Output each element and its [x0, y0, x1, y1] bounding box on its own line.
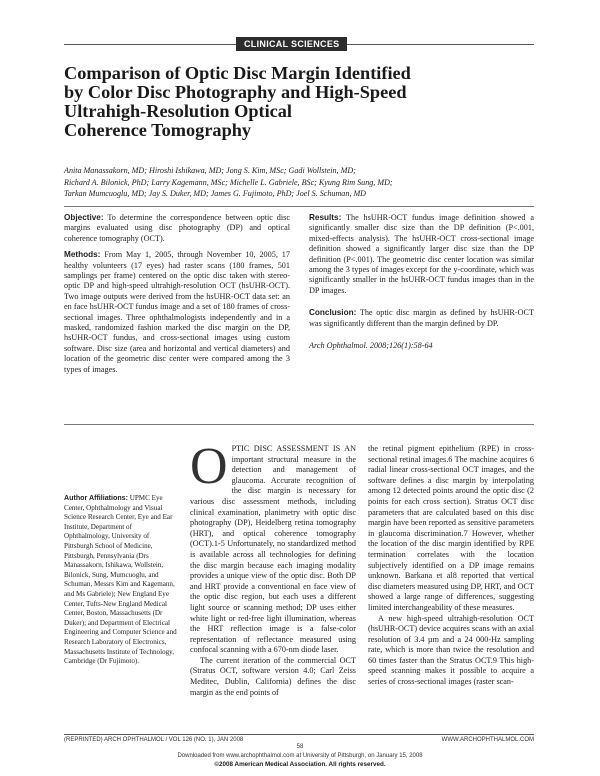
abstract-left-column [64, 213, 290, 381]
conclusion-heading: Conclusion: [309, 308, 357, 318]
body-column-right [368, 444, 534, 688]
objective-paragraph [64, 213, 290, 244]
title-line: Coherence Tomography [64, 120, 252, 140]
drop-cap: O [190, 438, 228, 495]
footer-rule [64, 734, 534, 735]
methods-text: From May 1, 2005, through November 10, 2005, 17 healthy volunteers (17 eyes) had raster scans (180 frames, 501 samplings per frame) centered on the optic disc taken with stereo-optic DP and high-speed ultrahigh-resolution OCT (hsUHR-OCT). Two image outputs were derived from the hsUHR-OCT data set: an en face hsUHR-OCT fundus image and a set of 180 frames of cross-sectional images. Three ophthalmologists independently and in a masked, randomized fashion marked the disc margin on the DP, hsUHR-OCT fundus, and cross-sectional images using custom software. Disc size (area and horizontal and vertical diameters) and location of the geometric disc center were compared among the 3 types of images. [64, 250, 290, 374]
abstract-right-column [309, 213, 534, 357]
journal-url: WWW.ARCHOPHTHALMOL.COM [441, 737, 534, 743]
author-line: Anita Manassakorn, MD; Hiroshi Ishikawa, MD; Jong S. Kim, MSc; Gadi Wollstein, MD; [64, 166, 356, 175]
author-list [64, 165, 534, 200]
affiliations-heading: Author Affiliations: [64, 494, 128, 502]
body-text: important structural measure in the detection and management of glaucoma. Accurate recognition of the disc margin is necessary for various disc assessment methods, including clinical examination, planimetry with optic disc photography (DP), Heidelberg retina tomography (HRT), and optical coherence tomography (OCT).1-5 Unfortunately, no standardized method is available across all technologies for defining the disc margin because each imaging modality provides a unique view of the optic disc. Both DP and HRT provide a conventional en face view of the optic disc region, but each uses a different light source or scanning method; DP uses either white light or red-free light illumination, whereas the HRT reflection image is a false-color representation of reflectance measured using confocal scanning with a 670-nm diode laser. [190, 454, 356, 655]
conclusion-paragraph [309, 308, 534, 329]
lead-in-text: PTIC DISC ASSESSMENT IS AN [231, 444, 356, 453]
methods-heading: Methods: [64, 250, 101, 260]
objective-text: To determine the correspondence between optic disc margins evaluated using disc photography (DP) and optical coherence tomography (OCT). [64, 213, 290, 243]
download-notice: Downloaded from www.archophthalmol.com at University of Pittsburgh, on January 15, 2008 [177, 753, 423, 759]
page-number: 58 [296, 744, 304, 750]
intro-paragraph [190, 438, 356, 656]
results-text: The hsUHR-OCT fundus image definition showed a significantly smaller disc size than the DP definition (P<.001, mixed-effects analysis). The hsUHR-OCT cross-sectional image definition showed a significantly larger disc size than the DP definition (P<.001). The geometric disc center location was similar among the 3 types of images except for the y-coordinate, which was significantly smaller in the hsUHR-OCT fundus images than in the DP images. [309, 213, 534, 295]
title-line: Comparison of Optic Disc Margin Identified [64, 63, 411, 83]
section-label: CLINICAL SCIENCES [236, 37, 347, 51]
author-line: Tarkan Mumcuoglu, MD; Jay S. Duker, MD; James G. Fujimoto, PhD; Joel S. Schuman, MD [64, 189, 367, 198]
objective-heading: Objective: [64, 213, 104, 222]
author-line: Richard A. Bilonick, PhD; Larry Kagemann, MSc; Michelle L. Gabriele, BSc; Kyung Rim Sung, MD; [64, 177, 393, 187]
article-title [64, 64, 504, 140]
body-paragraph: A new high-speed ultrahigh-resolution OCT (hsUHR-OCT) device acquires scans with an axial resolution of 3.4 µm and a 24 000-Hz sampling rate, which is more than twice the resolution and 60 times faster than the Stratus OCT.9 This high-speed scanning makes it possible to acquire a series of cross-sectional images (raster scan- [368, 613, 534, 687]
methods-paragraph [64, 250, 290, 375]
copyright-notice: ©2008 American Medical Association. All rights reserved. [214, 761, 386, 768]
body-column-middle [190, 438, 356, 698]
journal-info: (REPRINTED) ARCH OPHTHALMOL / VOL 126 (NO. 1), JAN 2008 [64, 737, 244, 743]
body-paragraph: the retinal pigment epithelium (RPE) in cross-sectional retinal images.6 The machine acquires 6 radial linear cross-sectional OCT images, and the software defines a disc margin by interpolating among 12 detected points around the optic disc (2 points for each cross section). Stratus OCT disc parameters that are calculated based on this disc margin have been reported as sensitive parameters in glaucoma discrimination.7 However, whether the location of the disc margin identified by RPE termination correlates with the location subjectively identified on a DP image remains unknown. Barkana et al8 reported that vertical disc diameters measured using DP, HRT, and OCT showed a large range of differences, suggesting limited interchangeability of these measures. [368, 444, 534, 612]
body-paragraph: The current iteration of the commercial OCT (Stratus OCT, software version 4.0; Carl Zeiss Meditec, Dublin, California) defines the disc margin as the end points of [190, 655, 356, 697]
results-paragraph [309, 213, 534, 296]
citation: Arch Ophthalmol. 2008;126(1):58-64 [309, 341, 433, 351]
conclusion-text: The optic disc margin as defined by hsUHR-OCT was significantly different than the margin defined by DP. [309, 308, 534, 328]
title-line: by Color Disc Photography and High-Speed [64, 82, 407, 102]
title-line: Ultrahigh-Resolution Optical [64, 101, 293, 121]
section-header [64, 37, 534, 51]
affiliations-text: UPMC Eye Center, Ophthalmology and Visual Science Research Center, Eye and Ear Institute, Department of Ophthalmology, University of Pittsburgh School of Medicine, Pittsburgh, Pennsylvania (Drs Manassakorn, Ishikawa, Wollstein, Bilonick, Sung, Mumcuoglu, and Schuman, Messrs Kim and Kagemann, and Ms Gabriele); New England Eye Center, Tufts-New England Medical Center, Boston, Massachusetts (Dr Duker); and Department of Electrical Engineering and Computer Science and Research Laboratory of Electronics, Massachusetts Institute of Technology, Cambridge (Dr Fujimoto). [64, 494, 177, 666]
abstract-top-rule [64, 206, 534, 207]
abstract-bottom-rule [64, 424, 534, 425]
results-heading: Results: [309, 213, 342, 222]
running-footer [64, 736, 534, 744]
author-affiliations [64, 494, 178, 667]
